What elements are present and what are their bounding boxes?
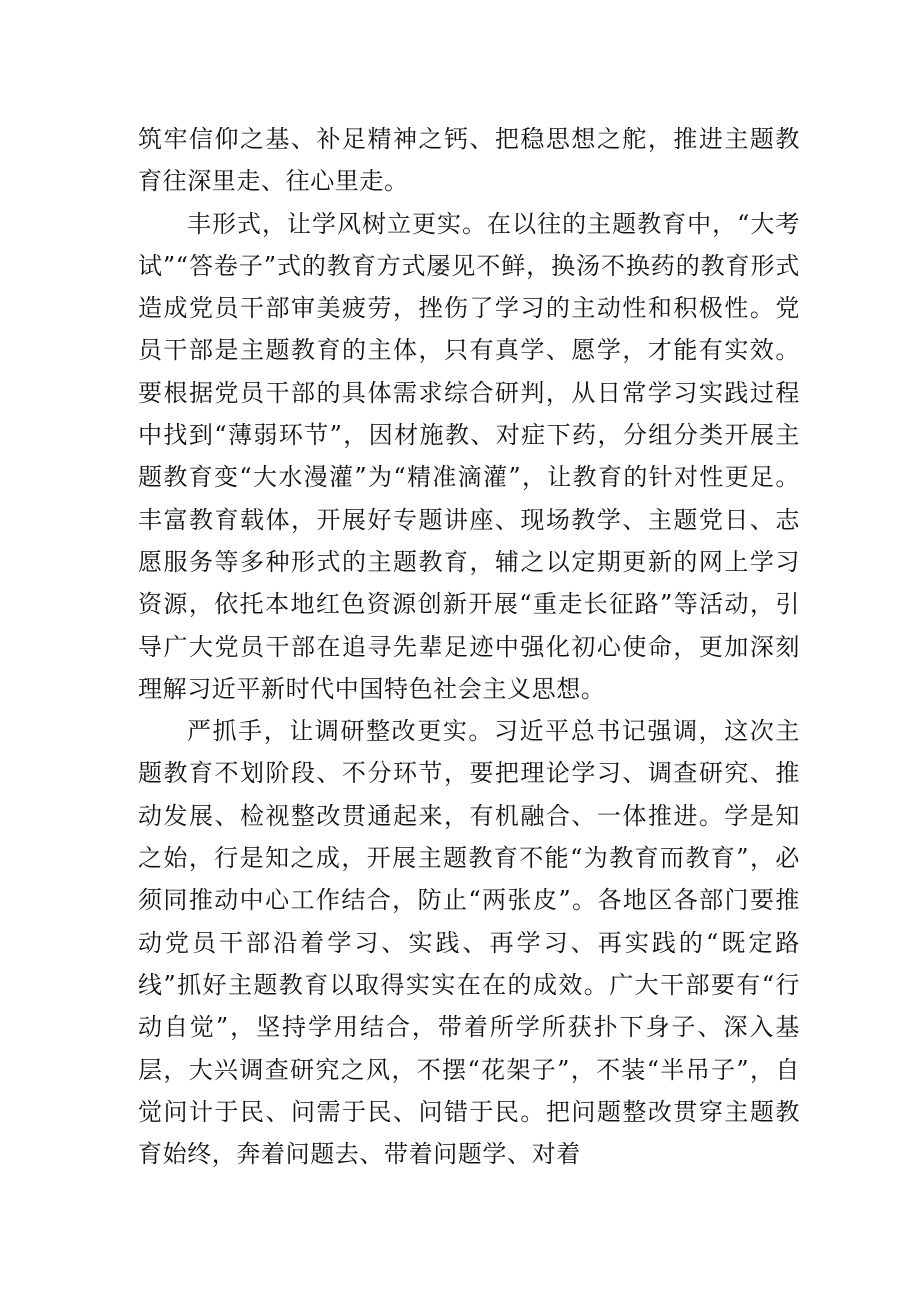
- paragraph-learning-style: 丰形式，让学风树立更实。在以往的主题教育中，“大考试”“答卷子”式的教育方式屡见不鲜，换汤不换药的教育形式造成党员干部审美疲劳，挫伤了学习的主动性和积极性。党员干部是主题教育的主体，只有真学、愿学，才能有实效。要根据党员干部的具体需求综合研判，从日常学习实践过程中找到“薄弱环节”，因材施教、对症下药，分组分类开展主题教育变“大水漫灌”为“精准滴灌”，让教育的针对性更足。丰富教育载体，开展好专题讲座、现场教学、主题党日、志愿服务等多种形式的主题教育，辅之以定期更新的网上学习资源，依托本地红色资源创新开展“重走长征路”等活动，引导广大党员干部在追寻先辈足迹中强化初心使命，更加深刻理解习近平新时代中国特色社会主义思想。: [138, 209, 800, 703]
- paragraph-continuation: 筑牢信仰之基、补足精神之钙、把稳思想之舵，推进主题教育往深里走、往心里走。: [138, 125, 800, 196]
- paragraph-research-rectification: 严抓手，让调研整改更实。习近平总书记强调，这次主题教育不划阶段、不分环节，要把理论学习、调查研究、推动发展、检视整改贯通起来，有机融合、一体推进。学是知之始，行是知之成，开展主题教育不能“为教育而教育”，必须同推动中心工作结合，防止“两张皮”。各地区各部门要推动党员干部沿着学习、实践、再学习、再实践的“既定路线”抓好主题教育以取得实实在在的成效。广大干部要有“行动自觉”，坚持学用结合，带着所学所获扑下身子、深入基层，大兴调查研究之风，不摆“花架子”，不装“半吊子”，自觉问计于民、问需于民、问错于民。把问题整改贯穿主题教育始终，奔着问题去、带着问题学、对着: [138, 717, 800, 1169]
- document-body: [138, 118, 800, 1175]
